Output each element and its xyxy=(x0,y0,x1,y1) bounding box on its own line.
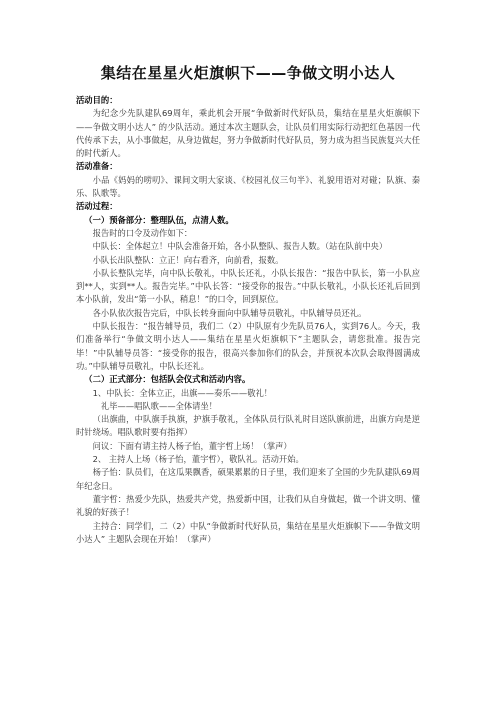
subsection-heading: （一）预备部分：整理队伍，点清人数。 xyxy=(84,214,234,225)
subsection-heading: （二）正式部分：包括队会仪式和活动内容。 xyxy=(84,374,251,385)
paragraph: 中队长报告：“报告辅导员，我们二（2）中队原有少先队员76人，实到76人。今天，我们准备举行“争做文明小达人——集结在星星火炬旗帜下”主题队会，请您批准。报告完毕！”中队辅导员答：“接受你的报告，很高兴参加你们的队会，并预祝本次队会取得圆满成功。”中队辅导员敬礼，中队长还礼。 xyxy=(76,321,420,371)
paragraph: 2、 主持人上场（杨子怡，董宇哲），敬队礼。活动开始。 xyxy=(92,454,304,465)
paragraph: 问议：下面有请主持人杨子怡，董宇哲上场！（掌声） xyxy=(92,440,292,451)
section-heading: 活动目的： xyxy=(76,95,118,105)
paragraph: 为纪念少先队建队69周年，乘此机会开展“争做新时代好队员，集结在星星火炬旗帜下——争做文明小达人” 的少队活动。通过本次主题队会，让队员们用实际行动把红色基因一代代传承下去，从小事做起，从身边做起，努力争做新时代好队员，努力成为担当民族复兴大任的时代新人。 xyxy=(76,108,420,159)
paragraph: 各小队依次报告完后，中队长转身面向中队辅导员敬礼，中队辅导员还礼。 xyxy=(92,307,367,318)
section-heading: 活动过程： xyxy=(76,201,118,212)
paragraph: 小品《妈妈的唠叨》、课间文明大家谈、《校园礼仪三句半》、礼貌用语对对碰；队旗、秦乐、队歌等。 xyxy=(76,174,420,199)
paragraph: 礼毕——唱队歌——全体请坐！ xyxy=(100,400,218,411)
page-title: 集结在星星火炬旗帜下——争做文明小达人 xyxy=(100,64,396,82)
document-body xyxy=(76,94,420,546)
paragraph: 小队长整队完毕，向中队长敬礼，中队长还礼，小队长报告：“报告中队长，第一小队应到**人，实到**人。报告完毕。”中队长答：“接受你的报告。”中队长敬礼，小队长还礼后回到本小队前，发出“第一小队，稍息！”的口令，回到原位。 xyxy=(76,267,420,305)
paragraph: 小队长出队整队：立正！向右看齐，向前看，报数。 xyxy=(92,254,284,265)
paragraph: 董宇哲：热爱少先队，热爱共产党，热爱新中国，让我们从自身做起，做一个讲文明、懂礼貌的好孩子！ xyxy=(76,493,420,518)
section-heading: 活动准备： xyxy=(76,161,118,172)
paragraph: 主持合：同学们，二（2）中队“争做新时代好队员，集结在星星火炬旗帜下——争做文明小达人” 主题队会现在开始！（掌声） xyxy=(76,520,420,544)
paragraph: 报告时的口令及动作如下： xyxy=(92,227,193,238)
paragraph: （出旗曲，中队旗手执旗，护旗手敬礼，全体队员行队礼时目送队旗前进，出旗方向是逆时针绕场。唱队歌时要有指挥） xyxy=(76,414,420,438)
paragraph: 中队长：全体起立！中队会准备开始，各小队整队、报告人数。（站在队前中央） xyxy=(92,241,388,252)
paragraph: 杨子怡：队员们，在这瓜果飘香，硕果累累的日子里，我们迎来了全国的少先队建队69周年纪念日。 xyxy=(76,467,420,491)
paragraph: 1、中队长：全体立正，出旗——奏乐——敬礼！ xyxy=(92,387,273,398)
